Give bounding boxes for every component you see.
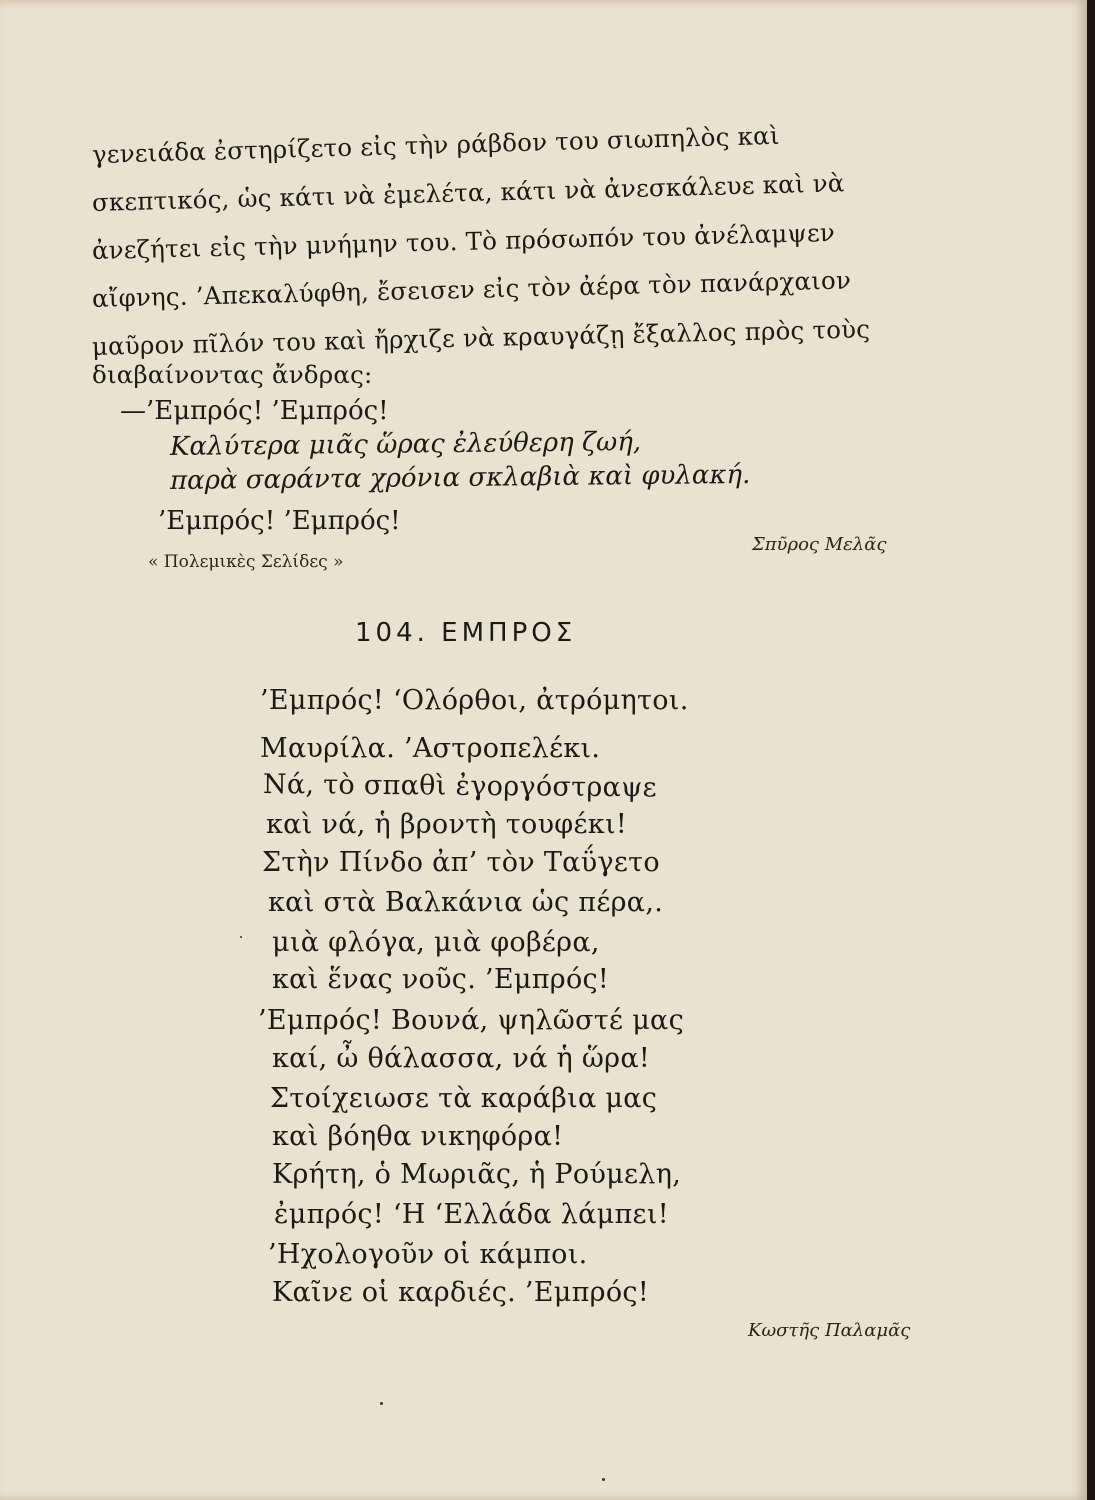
poem-line: καὶ στὰ Βαλκάνια ὡς πέρα,. bbox=[268, 887, 664, 918]
poem-line: Νά, τὸ σπαθὶ ἐγοργόστραψε bbox=[262, 769, 658, 804]
dialogue-line: Καλύτερα μιᾶς ὥρας ἐλεύθερη ζωή, bbox=[169, 427, 642, 462]
prose-line: γενειάδα ἐστηρίζετο εἰς τὴν ράβδον του σιωπηλὸς καὶ bbox=[91, 120, 780, 169]
poem-line: Στὴν Πίνδο ἀπ’ τὸν Ταΰγετο bbox=[262, 847, 660, 878]
poem-line: καὶ βόηθα νικηφόρα! bbox=[272, 1121, 564, 1152]
poem-line: ἐμπρός! ‘Η ‘Ελλάδα λάμπει! bbox=[274, 1199, 669, 1230]
dialogue-line: παρὰ σαράντα χρόνια σκλαβιὰ καὶ φυλακή. bbox=[169, 459, 751, 496]
poem-line: Καῖνε οἱ καρδιές. ’Εμπρός! bbox=[272, 1277, 649, 1308]
print-speck bbox=[380, 1402, 383, 1405]
source-citation: « Πολεμικὲς Σελίδες » bbox=[148, 552, 344, 572]
author-signature: Κωστῆς Παλαμᾶς bbox=[748, 1320, 911, 1341]
poem-line: ’Ηχολογοῦν οἱ κάμποι. bbox=[268, 1239, 588, 1270]
prose-line: ἀνεζήτει εἰς τὴν μνήμην του. Τὸ πρόσωπόν του ἀνέλαμψεν bbox=[91, 217, 836, 265]
poem-line: καὶ νά, ἡ βροντὴ τουφέκι! bbox=[266, 809, 628, 840]
author-signature: Σπῦρος Μελᾶς bbox=[752, 534, 887, 555]
print-speck bbox=[602, 1478, 605, 1481]
poem-line: Μαυρίλα. ’Αστροπελέκι. bbox=[260, 733, 601, 764]
dialogue-line: ’Εμπρός! ’Εμπρός! bbox=[158, 506, 401, 536]
poem-line: καὶ ἕνας νοῦς. ’Εμπρός! bbox=[272, 964, 610, 995]
dialogue-line: —’Εμπρός! ’Εμπρός! bbox=[120, 396, 389, 426]
print-speck bbox=[240, 936, 242, 938]
poem-line: καί, ὦ θάλασσα, νά ἡ ὥρα! bbox=[272, 1043, 651, 1074]
poem-line: ’Εμπρός! Βουνά, ψηλῶστέ μας bbox=[258, 1005, 685, 1036]
prose-line: σκεπτικός, ὡς κάτι νὰ ἐμελέτα, κάτι νὰ ἀνεσκάλευε καὶ νὰ bbox=[91, 168, 845, 217]
prose-line: διαβαίνοντας ἄνδρας: bbox=[92, 360, 373, 389]
poem-line: Κρήτη, ὁ Μωριᾶς, ἡ Ρούμελη, bbox=[272, 1159, 682, 1190]
prose-line: αἴφνης. ’Απεκαλύφθη, ἔσεισεν εἰς τὸν ἀέρα τὸν πανάρχαιον bbox=[91, 265, 852, 313]
poem-line: μιὰ φλόγα, μιὰ φοβέρα, bbox=[272, 927, 600, 958]
poem-line: ’Εμπρός! ‘Ολόρθοι, ἀτρόμητοι. bbox=[260, 685, 689, 716]
prose-line: μαῦρον πῖλόν του καὶ ἤρχιζε νὰ κραυγάζῃ ἔξαλλος πρὸς τοὺς bbox=[91, 314, 871, 361]
poem-title: 104. ΕΜΠΡΟΣ bbox=[355, 618, 577, 648]
poem-line: Στοίχειωσε τὰ καράβια μας bbox=[270, 1083, 658, 1114]
